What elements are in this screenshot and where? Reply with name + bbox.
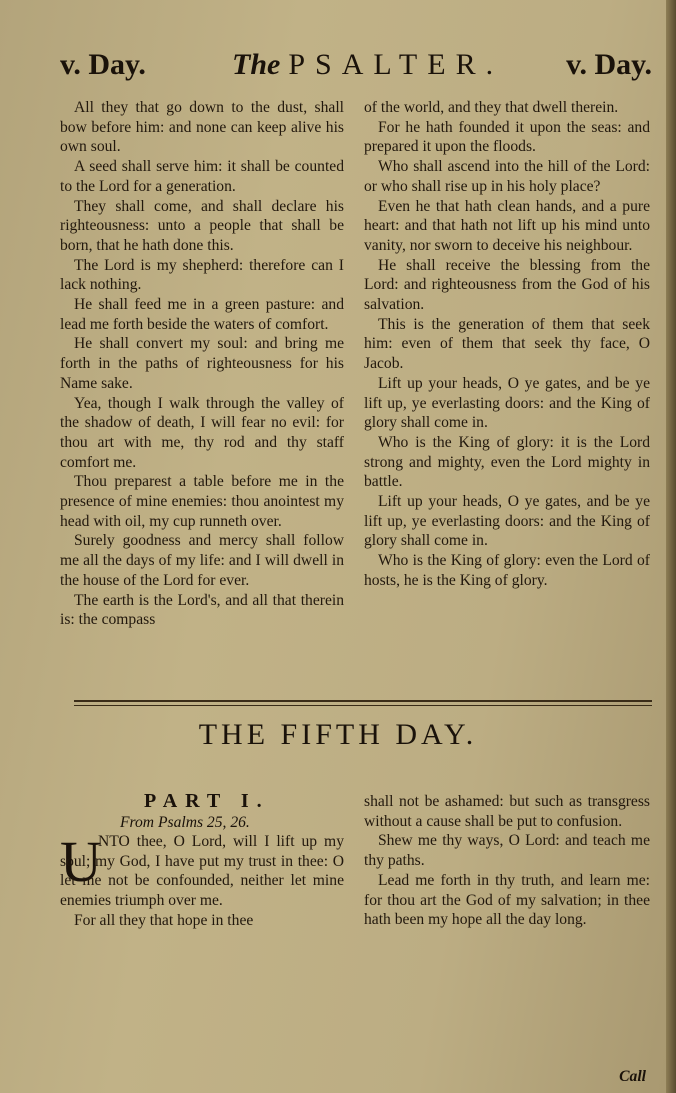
header-title	[232, 48, 532, 82]
column-right-top	[364, 98, 650, 591]
page-edge	[666, 0, 676, 1093]
header-the: The	[232, 48, 281, 81]
psalm-reference: From Psalms 25, 26.	[120, 814, 250, 831]
column-right-bottom	[364, 792, 650, 930]
verse-text: NTO thee, O Lord, will I lift up my soul; my God, I have put my trust in thee: O let me not be confounded, neither let mine enemies triumph over me.	[60, 833, 344, 910]
verse: Yea, though I walk through the valley of the shadow of death, I will fear no evil: for thou art with me, thy rod and thy staff comfort me.	[60, 394, 344, 471]
verse: Lift up your heads, O ye gates, and be ye lift up, ye everlasting doors: and the King of glory shall come in.	[364, 493, 650, 550]
verse: He shall feed me in a green pasture: and lead me forth beside the waters of comfort.	[60, 296, 344, 333]
verse: All they that go down to the dust, shall bow before him: and none can keep alive his own soul.	[60, 99, 344, 156]
verse: Thou preparest a table before me in the presence of mine enemies: thou anointest my head with oil, my cup runneth over.	[60, 473, 344, 530]
verse: Who shall ascend into the hill of the Lord: or who shall rise up in his holy place?	[364, 158, 650, 195]
verse: This is the generation of them that seek him: even of them that seek thy face, O Jacob.	[364, 315, 650, 373]
column-left-bottom	[60, 829, 344, 931]
divider-rule	[74, 705, 652, 706]
verse: Who is the King of glory: it is the Lord strong and mighty, even the Lord mighty in battle.	[364, 433, 650, 491]
header-day-right: v. Day.	[566, 48, 652, 81]
divider-rule	[74, 700, 652, 702]
header-day-left: v. Day.	[60, 48, 146, 81]
verse: They shall come, and shall declare his righteousness: unto a people that shall be born, that he hath done this.	[60, 197, 344, 254]
verse: of the world, and they that dwell therein.	[364, 99, 619, 116]
verse: Who is the King of glory: even the Lord of hosts, he is the King of glory.	[364, 552, 650, 589]
verse: A seed shall serve him: it shall be counted to the Lord for a generation.	[60, 158, 344, 195]
verse: Lift up your heads, O ye gates, and be ye lift up, ye everlasting doors: and the King of glory shall come in.	[364, 374, 650, 432]
verse: For all they that hope in thee	[74, 911, 254, 929]
verse: shall not be ashamed: but such as transgress without a cause shall be put to confusion.	[364, 793, 650, 830]
verse	[60, 829, 344, 911]
verse: For he hath founded it upon the seas: and prepared it upon the floods.	[364, 118, 650, 156]
verse: The earth is the Lord's, and all that therein is: the compass	[60, 591, 344, 629]
verse: Even he that hath clean hands, and a pure heart: and that hath not lift up his mind unto vanity, nor sworn to deceive his neighbour.	[364, 197, 650, 254]
verse: He shall receive the blessing from the Lord: and righteousness from the God of his salvation.	[364, 256, 650, 314]
part-heading: PART I.	[144, 790, 270, 812]
catchword: Call	[619, 1068, 646, 1085]
verse: Surely goodness and mercy shall follow me all the days of my life: and I will dwell in the house of the Lord for ever.	[60, 532, 344, 589]
header-psalter: PSALTER.	[288, 48, 504, 81]
verse: Lead me forth in thy truth, and learn me: for thou art the God of my salvation; in thee hath been my hope all the day long.	[364, 871, 650, 929]
column-left-top	[60, 98, 344, 630]
running-header	[60, 48, 652, 88]
verse: He shall convert my soul: and bring me forth in the paths of righteousness for his Name sake.	[60, 335, 344, 392]
verse: The Lord is my shepherd: therefore can I lack nothing.	[60, 256, 344, 294]
section-title: THE FIFTH DAY.	[198, 718, 478, 751]
drop-cap: U	[60, 829, 102, 894]
verse: Shew me thy ways, O Lord: and teach me thy paths.	[364, 832, 650, 870]
